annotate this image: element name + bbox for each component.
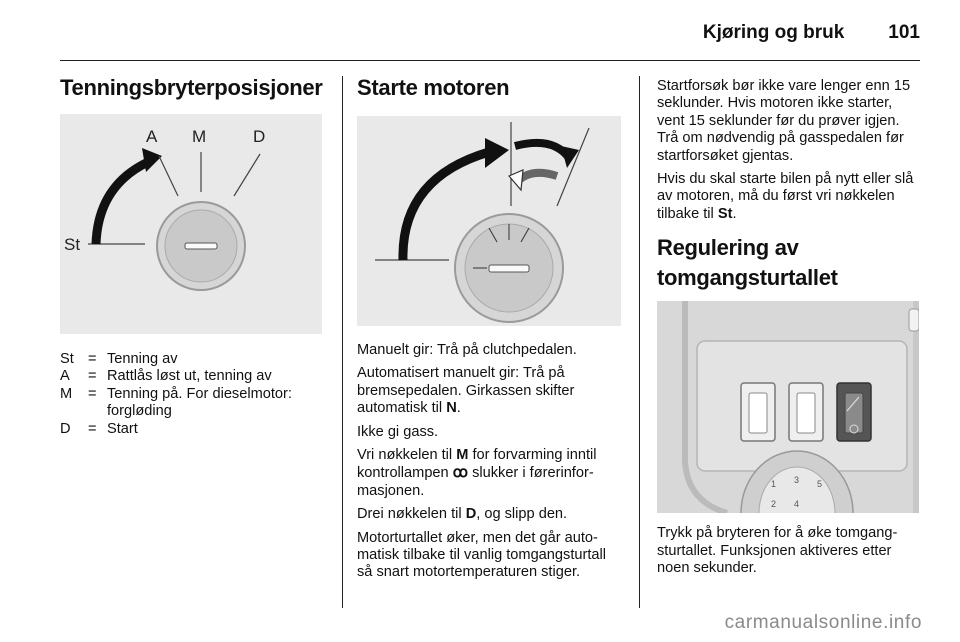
gear-label-1: 1: [771, 479, 777, 490]
glow-plug-icon: ꝏ: [452, 464, 466, 482]
paragraph: Ikke gi gass.: [357, 423, 439, 440]
ignition-switch-figure: [60, 114, 322, 334]
idle-speed-heading: Regulering av tomgangsturtallet: [657, 235, 838, 291]
watermark: carmanualsonline.info: [724, 612, 922, 633]
paragraph: Drei nøkkelen til D, og slipp den.: [357, 506, 568, 523]
ignition-switch-illustration: [60, 114, 322, 334]
column-idle-speed: [657, 74, 923, 583]
section-title: Kjøring og bruk: [702, 22, 845, 43]
paragraph: Hvis du skal starte bilen på nytt eller slå av motoren, må du først vri nøkkelen tilbake til St.: [657, 171, 914, 222]
start-key-illustration: [357, 116, 621, 326]
idle-speed-switch-illustration: [657, 301, 919, 513]
page-number: 101: [888, 22, 920, 43]
column-ignition-positions: [60, 74, 332, 438]
column-start-engine: [357, 74, 623, 588]
page-header: [703, 18, 920, 48]
paragraph: Automatisert manuelt gir: Trå på bremsepedalen. Girkassen skifter automatisk til N.: [357, 365, 575, 417]
legend-row: St = Tenning av: [60, 351, 178, 367]
legend-row: A = Rattlås løst ut, tenning av: [60, 368, 272, 385]
column-divider-1: [342, 76, 343, 608]
paragraph: Manuelt gir: Trå på clutchpedalen.: [357, 342, 577, 358]
header-rule: [60, 60, 920, 61]
gear-label-4: 4: [794, 499, 800, 510]
column-divider-2: [639, 76, 640, 608]
ignition-positions-heading: Tenningsbryterposisjoner: [60, 75, 323, 100]
idle-speed-switch-figure: [657, 301, 919, 513]
paragraph: Trykk på bryteren for å øke tomgangsturtallet. Funksjonen aktiveres etter noen sekunder.: [657, 525, 898, 577]
label-m: M: [192, 127, 207, 146]
legend-row: M = Tenning på. For dieselmotor: forgløding: [60, 385, 292, 420]
paragraph: Vri nøkkelen til M for forvarming inntil kontrollampen ꝏ slukker i førerinformasjonen.: [357, 447, 597, 499]
start-engine-heading: Starte motoren: [357, 75, 510, 100]
label-st: St: [64, 235, 81, 254]
gear-label-2: 2: [771, 499, 777, 510]
paragraph: Startforsøk bør ikke vare lenger enn 15 seklunder. Hvis motoren ikke starter, vent 15 seklunder før du prøver igjen. Trå om nødvendig på gasspedalen før startforsøket gjentas.: [657, 78, 911, 164]
paragraph: Motorturtallet øker, men det går automatisk tilbake til vanlig tomgangsturtall så snart motortemperaturen stiger.: [357, 529, 607, 581]
gear-label-5: 5: [817, 479, 823, 490]
label-a: A: [146, 127, 158, 146]
ignition-legend: [60, 351, 332, 438]
start-engine-text: [357, 342, 623, 582]
start-key-figure: [357, 116, 621, 326]
restart-text: [657, 78, 923, 223]
gear-label-3: 3: [794, 475, 800, 486]
label-d: D: [253, 127, 266, 146]
legend-row: D = Start: [60, 420, 138, 437]
